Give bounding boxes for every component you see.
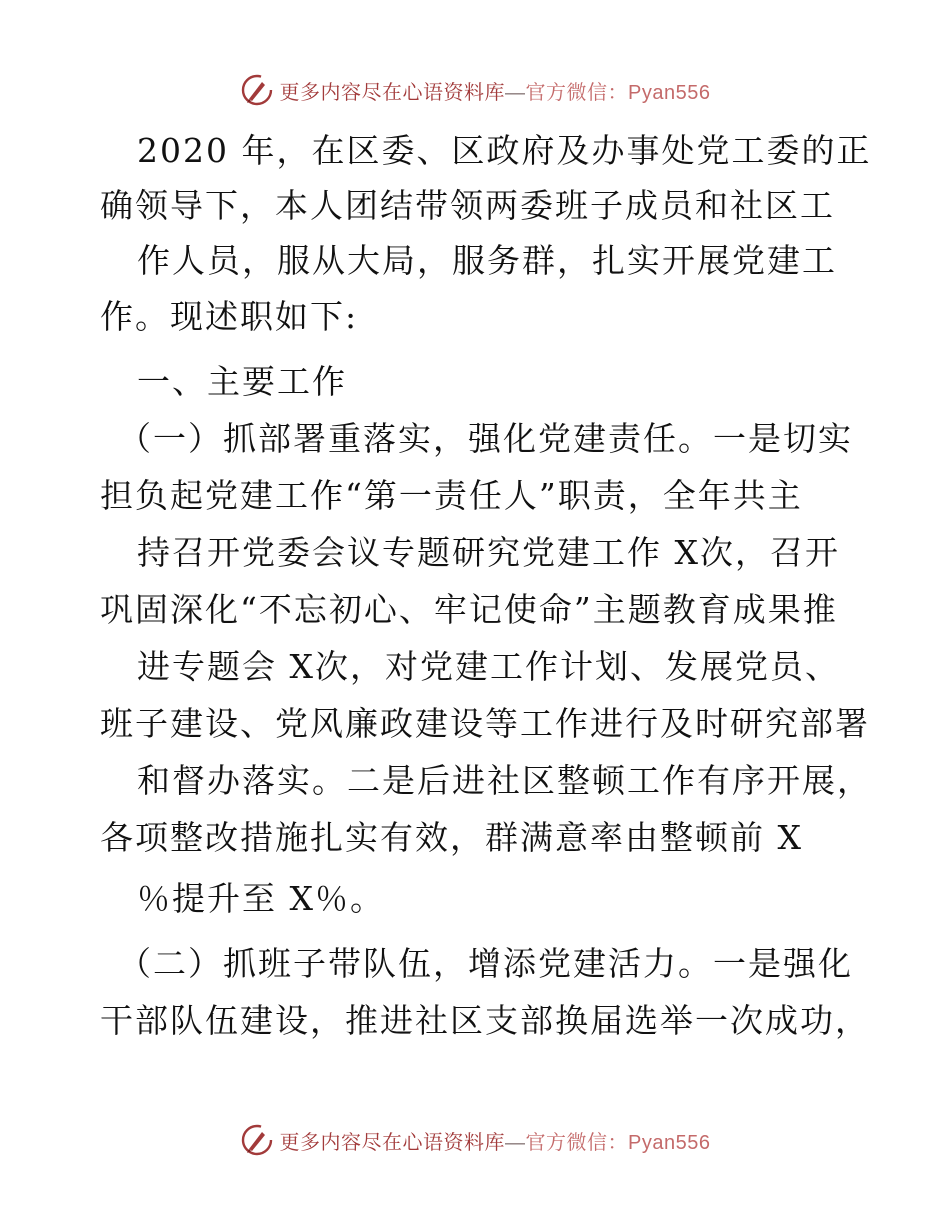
subsection-heading-2: （二）抓班子带队伍，增添党建活力。一是强化 xyxy=(118,944,853,983)
body-line-13: 各项整改措施扎实有效，群满意率由整顿前 X xyxy=(100,818,803,857)
header-banner xyxy=(0,70,950,110)
footer-separator: — xyxy=(505,1131,526,1154)
body-line-2: 确领导下，本人团结带领两委班子成员和社区工 xyxy=(100,186,835,225)
body-line-10: 进专题会 X次，对党建工作计划、发展党员、 xyxy=(137,647,840,686)
header-wechat: 官方微信：Pyan556 xyxy=(525,81,711,104)
footer-text xyxy=(280,1126,711,1155)
body-line-4: 作。现述职如下: xyxy=(100,297,359,336)
header-separator: — xyxy=(505,81,526,104)
body-line-8: 持召开党委会议专题研究党建工作 X次，召开 xyxy=(137,533,840,572)
body-line-12: 和督办落实。二是后进社区整顿工作有序开展， xyxy=(137,761,872,800)
quill-pen-icon xyxy=(240,1123,274,1157)
quill-pen-icon xyxy=(240,73,274,107)
body-line-9: 巩固深化“不忘初心、牢记使命”主题教育成果推 xyxy=(100,590,838,629)
body-line-16: 干部队伍建设，推进社区支部换届选举一次成功， xyxy=(100,1001,870,1040)
header-brand: 更多内容尽在心语资料库 xyxy=(279,81,506,104)
body-line-11: 班子建设、党风廉政建设等工作进行及时研究部署 xyxy=(100,704,870,743)
body-line-7: 担负起党建工作“第一责任人”职责，全年共主 xyxy=(100,476,803,515)
section-heading: 一、主要工作 xyxy=(137,362,347,401)
body-line-14: ％提升至 X％。 xyxy=(137,879,385,918)
footer-brand: 更多内容尽在心语资料库 xyxy=(279,1131,506,1154)
header-text xyxy=(280,76,711,105)
body-line-3: 作人员，服从大局，服务群，扎实开展党建工 xyxy=(137,241,837,280)
subsection-heading-1: （一）抓部署重落实，强化党建责任。一是切实 xyxy=(118,419,853,458)
body-line-1: 2020 年，在区委、区政府及办事处党工委的正 xyxy=(137,131,872,170)
footer-wechat: 官方微信：Pyan556 xyxy=(525,1131,711,1154)
footer-banner xyxy=(0,1120,950,1160)
